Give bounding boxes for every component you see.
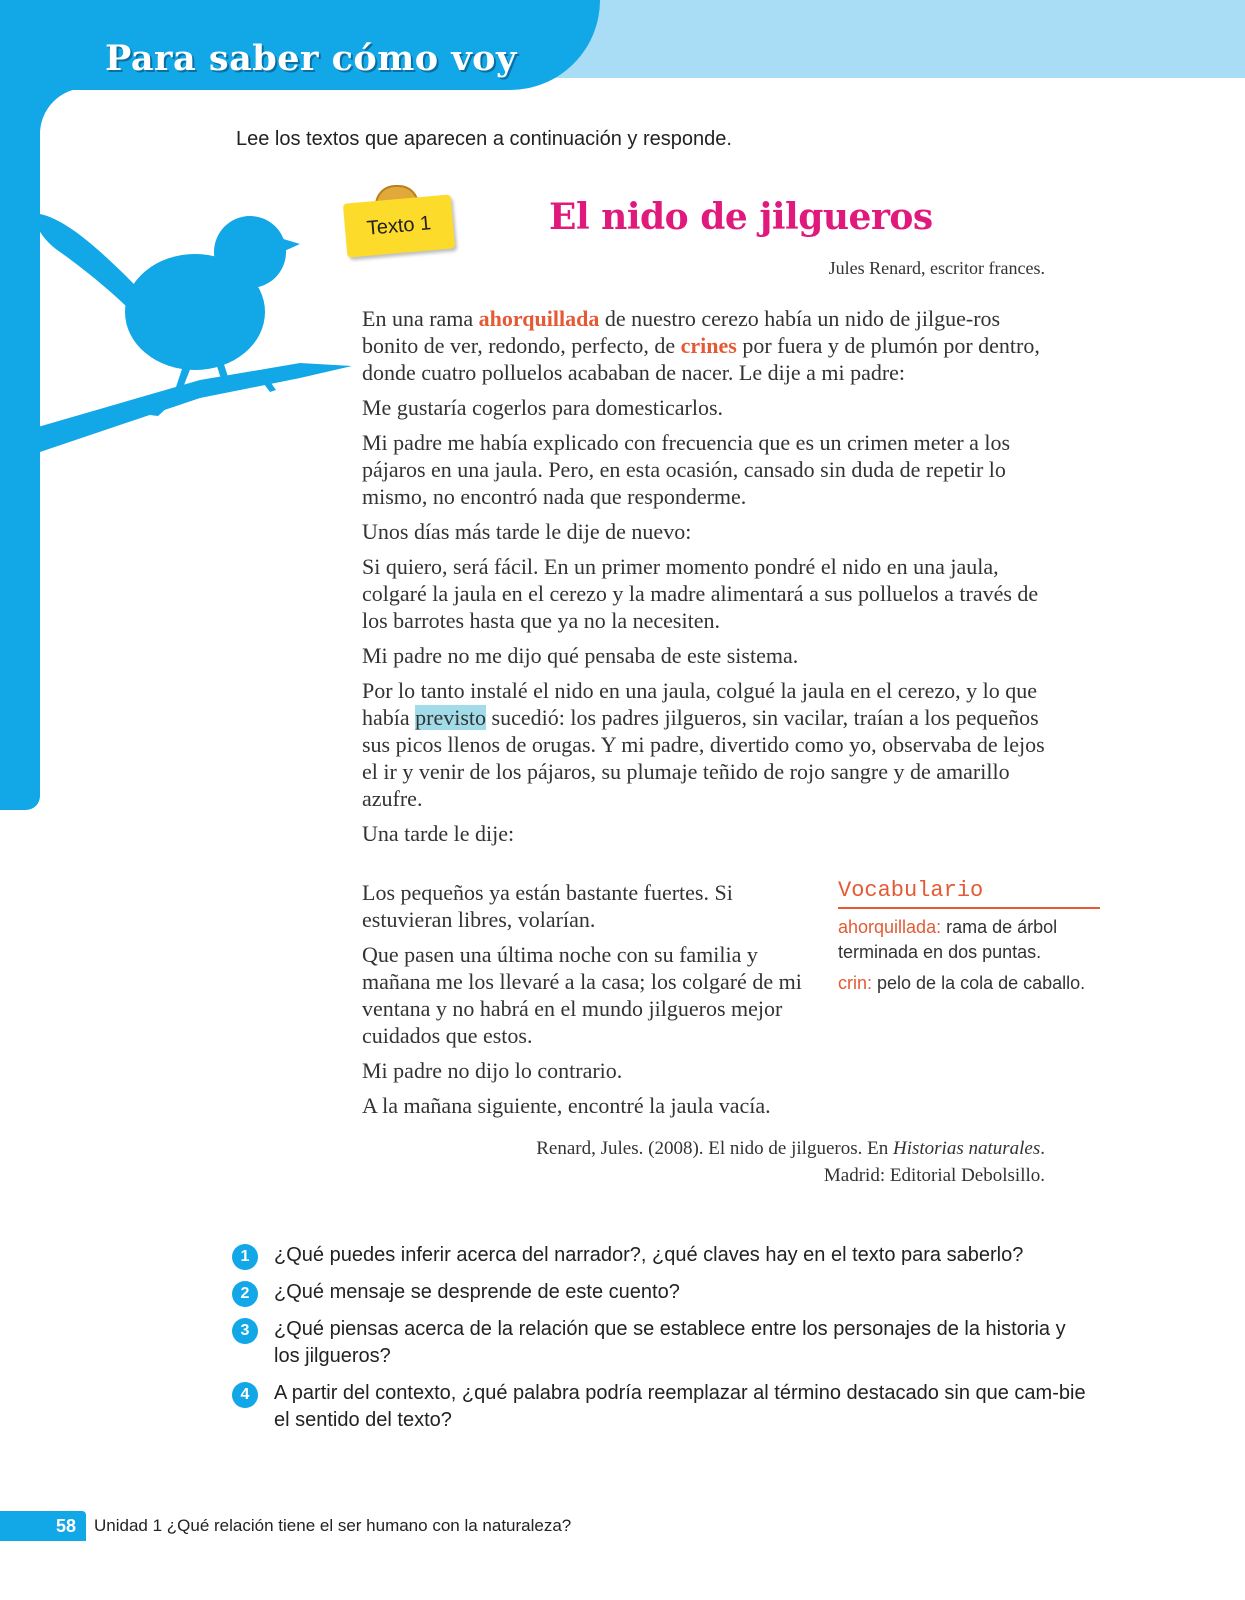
question-item (232, 1380, 1092, 1434)
story-paragraph: Me gustaría cogerlos para domesticarlos. (362, 395, 724, 420)
story-paragraph: Unos días más tarde le dije de nuevo: (362, 519, 692, 544)
vocab-word-crines: crines (680, 333, 737, 358)
story-paragraph: A la mañana siguiente, encontré la jaula vacía. (362, 1093, 771, 1118)
book-title: Historias naturales (892, 1138, 1041, 1159)
text-run: Renard, Jules. (2008). El nido de jilgueros. En (536, 1138, 893, 1159)
vocabulary-definition: rama de árbol terminada en dos puntas. (838, 917, 1058, 962)
question-list (232, 1242, 1092, 1444)
story-body-continued (362, 879, 817, 1127)
text-run: sucedió: los padres jilgueros, sin vacilar, traían a los pequeños sus picos llenos de orugas. Y mi padre, divertido como yo, observaba de lejos el ir y venir de los pájaros, su plumaje teñido de rojo sangre y de amarillo azufre. (362, 705, 1045, 811)
text-run: . (1040, 1138, 1045, 1159)
question-text: ¿Qué mensaje se desprende de este cuento? (274, 1281, 680, 1303)
text-run: por fuera y de plumón por dentro, donde cuatro polluelos acababan de nacer. Le dije a mi padre: (362, 333, 1040, 385)
story-author: Jules Renard, escritor frances. (828, 258, 1045, 278)
text-label: Texto 1 (343, 194, 455, 257)
story-paragraph: Si quiero, será fácil. En un primer momento pondré el nido en una jaula, colgaré la jaula en el cerezo y la madre alimentará a sus polluelos a través de los barrotes hasta que ya no la necesiten. (362, 554, 1039, 633)
question-item (232, 1279, 1092, 1306)
vocabulary-definition: pelo de la cola de caballo. (872, 973, 1086, 993)
highlighted-term: previsto (415, 705, 487, 730)
question-text: A partir del contexto, ¿qué palabra podría reemplazar al término destacado sin que cam-bie el sentido del texto? (274, 1382, 1086, 1431)
vocabulary-title: Vocabulario (838, 878, 1100, 909)
bird-on-branch-icon (0, 200, 365, 470)
page-number: 58 (0, 1511, 86, 1541)
unit-label: Unidad 1 (94, 1516, 163, 1535)
unit-question: ¿Qué relación tiene el ser humano con la naturaleza? (162, 1516, 572, 1535)
text-label-tag (345, 185, 460, 265)
story-title: El nido de jilgueros (549, 196, 933, 238)
story-paragraph: Mi padre no me dijo qué pensaba de este sistema. (362, 643, 799, 668)
vocabulary-item (838, 915, 1100, 965)
story-paragraph (362, 305, 1052, 386)
story-paragraph: Mi padre no dijo lo contrario. (362, 1058, 623, 1083)
question-text: ¿Qué puedes inferir acerca del narrador?, ¿qué claves hay en el texto para saberlo? (274, 1244, 1024, 1266)
story-body (362, 305, 1052, 855)
vocabulary-box (838, 878, 1100, 996)
question-number: 1 (232, 1244, 258, 1270)
story-paragraph: Que pasen una última noche con su familia y mañana me los llevaré a la casa; los colgaré de mi ventana y no habrá en el mundo jilgueros mejor cuidados que estos. (362, 942, 802, 1048)
text-run: Por lo tanto instalé el nido en una jaula, colgué la jaula en el cerezo, y lo que había (362, 678, 1038, 730)
margin-corner (40, 88, 86, 134)
vocabulary-item (838, 971, 1100, 996)
text-run: En una rama (362, 306, 479, 331)
question-number: 2 (232, 1281, 258, 1307)
story-paragraph (362, 677, 1052, 812)
instruction-text: Lee los textos que aparecen a continuación y responde. (236, 128, 732, 150)
story-paragraph: Mi padre me había explicado con frecuencia que es un crimen meter a los pájaros en una jaula. Pero, en esta ocasión, cansado sin duda de repetir lo mismo, no encontró nada que responderme. (362, 430, 1011, 509)
story-paragraph: Una tarde le dije: (362, 821, 515, 846)
citation (536, 1135, 1045, 1189)
question-number: 4 (232, 1382, 258, 1408)
question-number: 3 (232, 1318, 258, 1344)
question-item (232, 1242, 1092, 1269)
vocab-word-ahorquillada: ahorquillada (478, 306, 600, 331)
story-paragraph: Los pequeños ya están bastante fuertes. Si estuvieran libres, volarían. (362, 880, 733, 932)
question-text: ¿Qué piensas acerca de la relación que se establece entre los personajes de la historia y los jilgueros? (274, 1318, 1066, 1367)
question-item (232, 1316, 1092, 1370)
citation-line: Madrid: Editorial Debolsillo. (823, 1165, 1045, 1186)
section-title: Para saber cómo voy (105, 38, 517, 79)
citation-line (536, 1135, 1045, 1162)
text-run: de nuestro cerezo había un nido de jilgue-ros bonito de ver, redondo, perfecto, de (362, 306, 1001, 358)
footer-unit (94, 1516, 571, 1536)
vocabulary-term: crin: (838, 973, 873, 993)
vocabulary-term: ahorquillada: (838, 917, 942, 937)
